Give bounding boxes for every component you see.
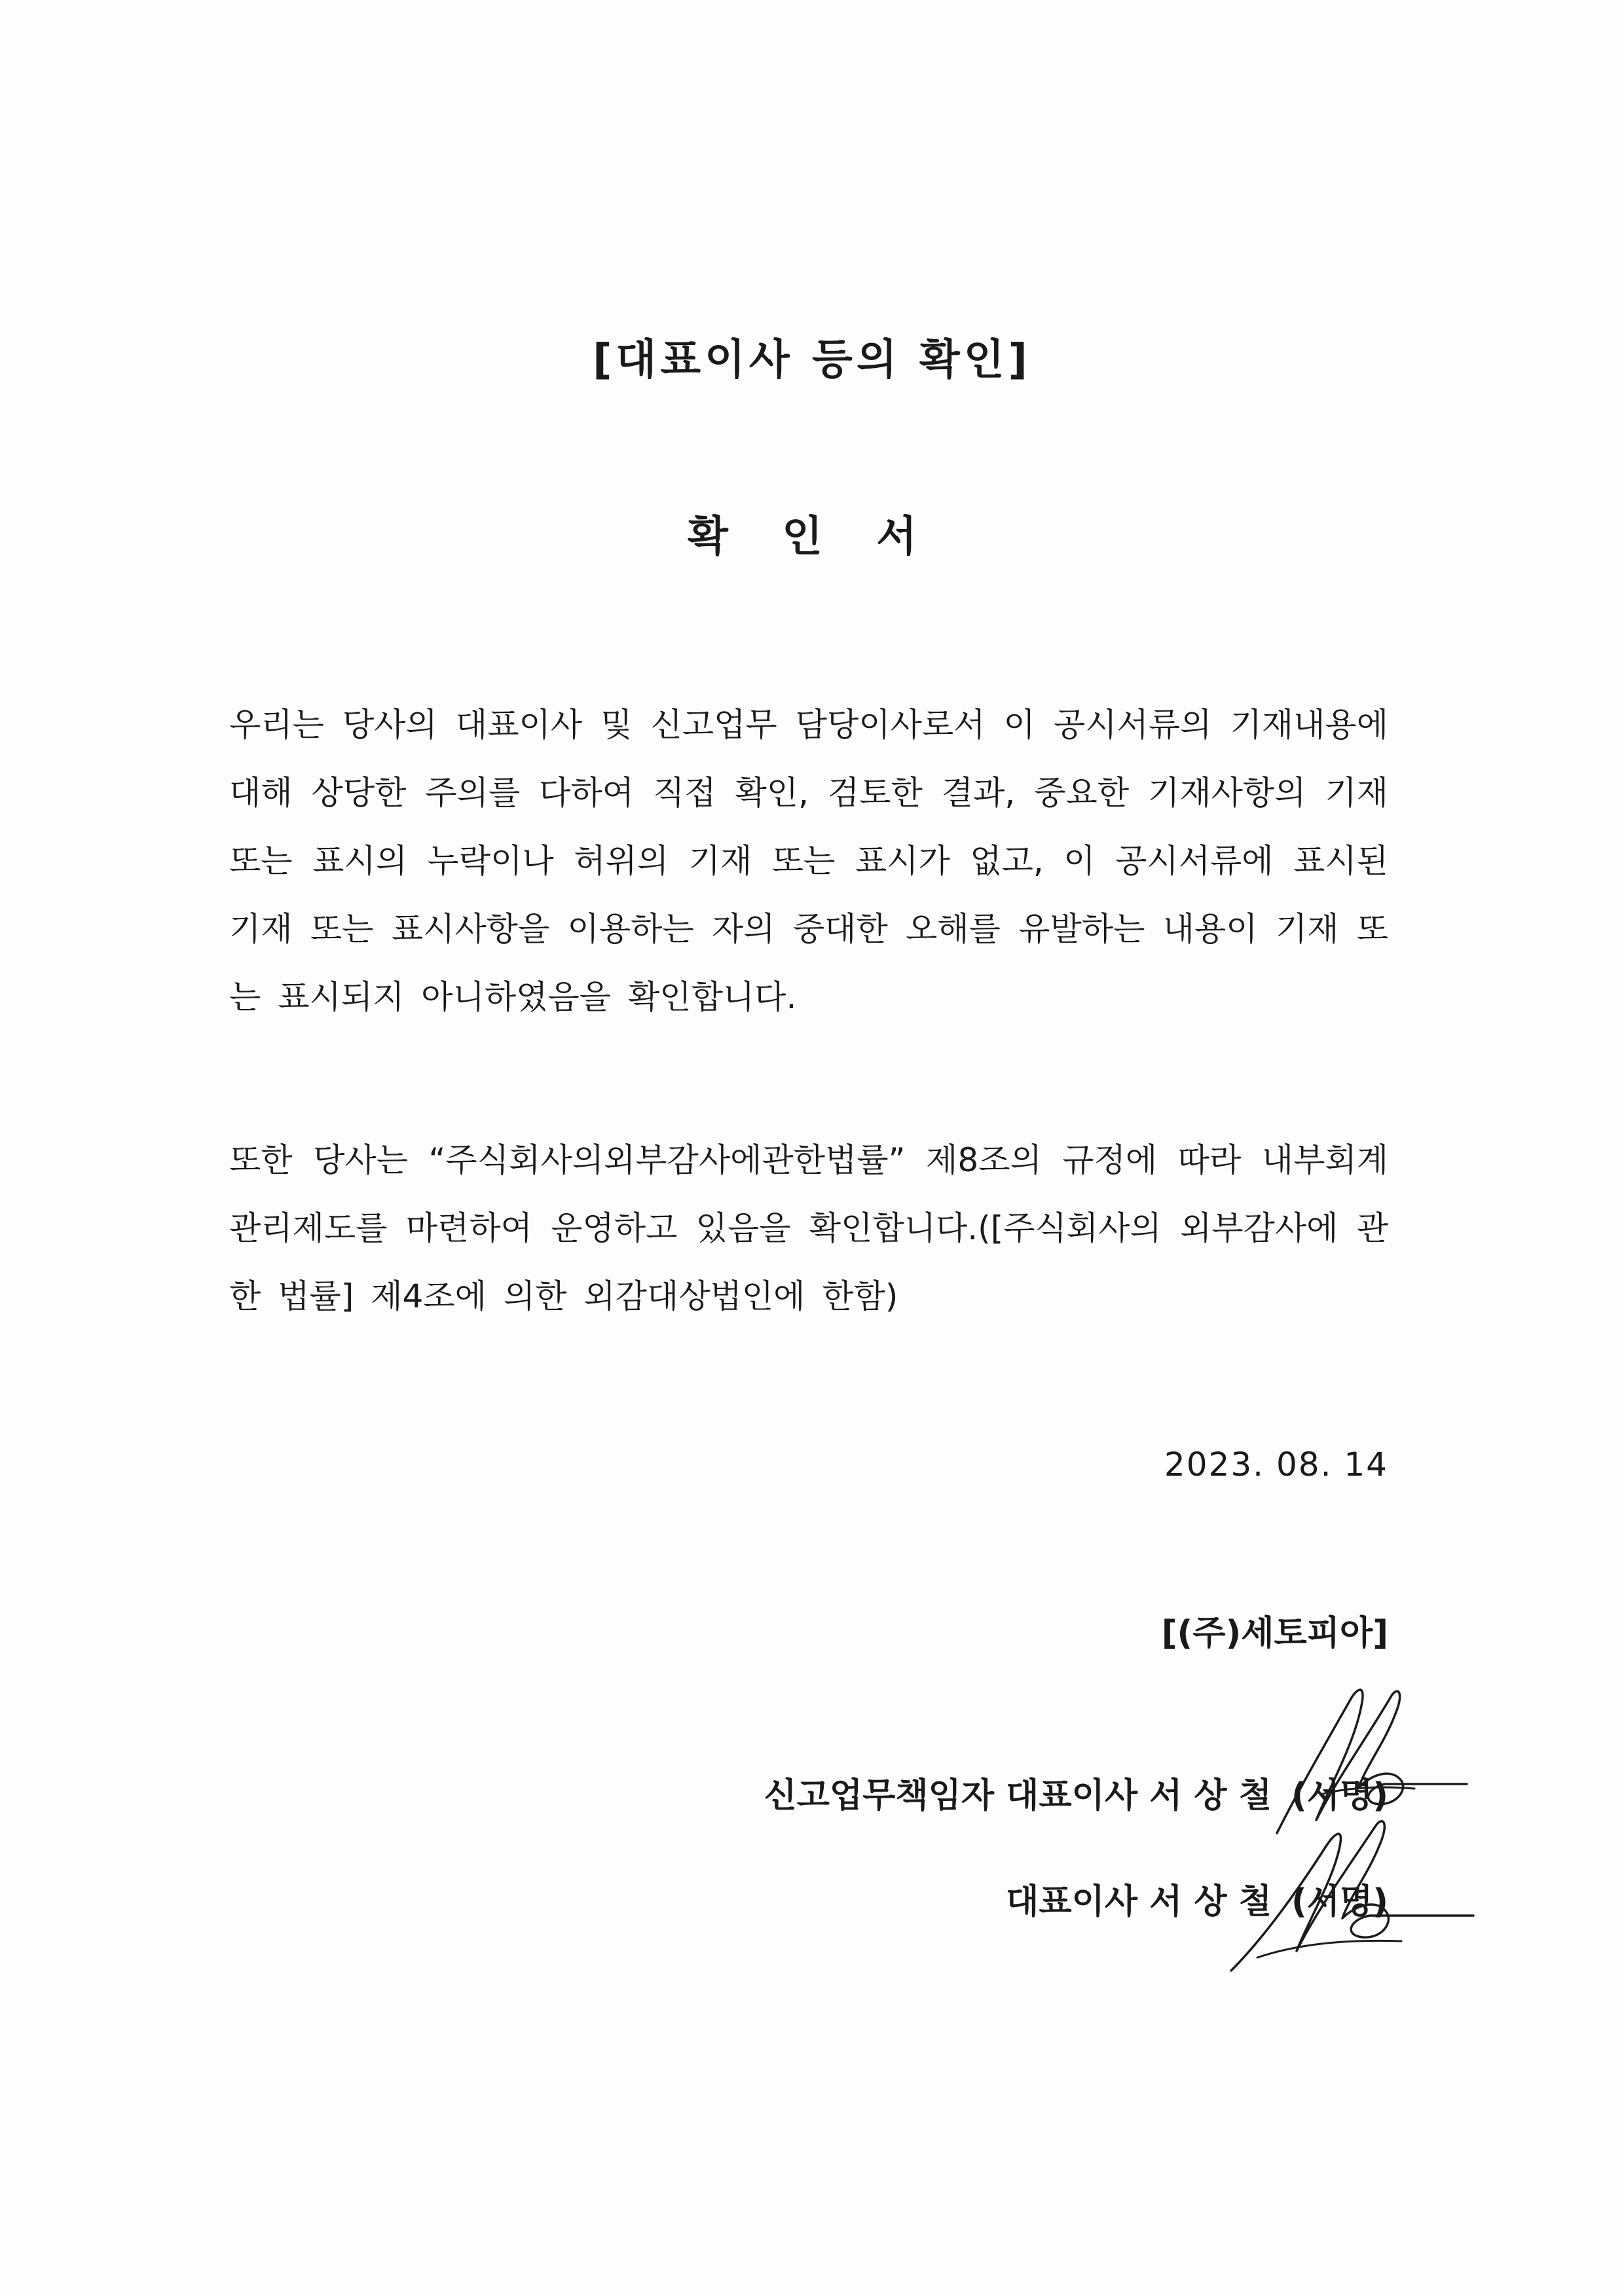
signature-line-reporting-officer — [764, 1768, 1388, 1817]
signer-name: 서 상 철 — [1149, 1776, 1272, 1815]
handwritten-signature — [1251, 1676, 1473, 1846]
signature-mark-label: (서명) — [1291, 1776, 1388, 1815]
signer-name: 서 상 철 — [1149, 1882, 1272, 1922]
signer-role: 대표이사 — [1006, 1882, 1138, 1922]
signer-role: 신고업무책임자 대표이사 — [764, 1776, 1138, 1815]
internal-control-paragraph: 또한 당사는 “주식회사의외부감사에관한법률” 제8조의 규정에 따라 내부회계관리제도를 마련하여 운영하고 있음을 확인합니다.([주식회사의 외부감사에 관한 법률] 제4조에 의한 외감대상법인에 한함) — [229, 1141, 1388, 1315]
document-title: 확 인 서 — [687, 513, 937, 561]
signature-mark-label: (서명) — [1291, 1882, 1388, 1922]
confirmation-paragraph: 우리는 당사의 대표이사 및 신고업무 담당이사로서 이 공시서류의 기재내용에 대해 상당한 주의를 다하여 직접 확인, 검토한 결과, 중요한 기재사항의 기재 또는 표시의 누락이나 허위의 기재 또는 표시가 없고, 이 공시서류에 표시된 기재 또는 표시사항을 이용하는 자의 중대한 오해를 유발하는 내용이 기재 또는 표시되지 아니하였음을 확인합니다. — [229, 706, 1388, 1016]
document-date: 2023. 08. 14 — [1164, 1446, 1388, 1484]
section-title: [대표이사 등의 확인] — [593, 336, 1031, 384]
signature-line-ceo — [1006, 1874, 1388, 1923]
company-name: [(주)세토피아] — [1161, 1614, 1388, 1653]
